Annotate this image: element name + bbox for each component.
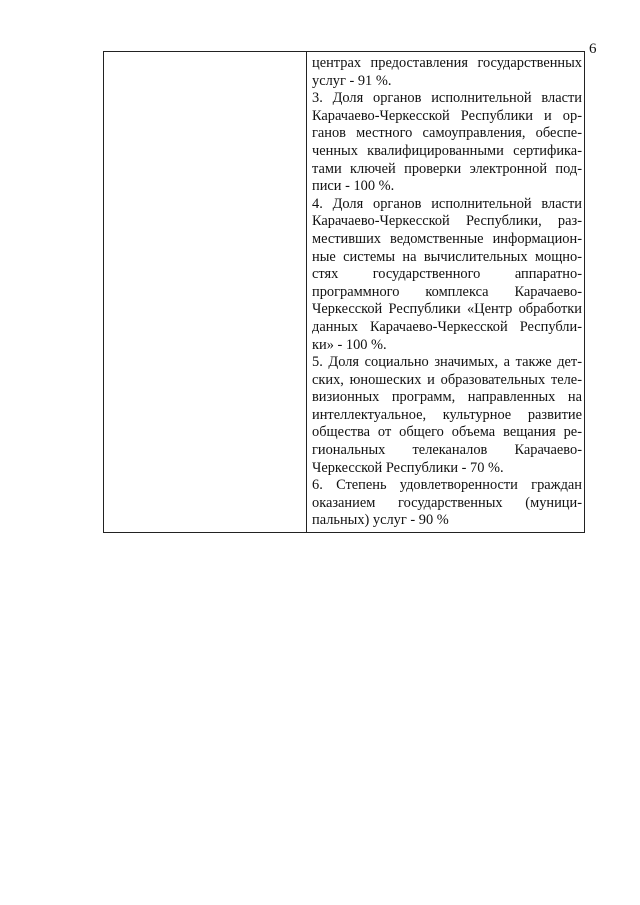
text-line: Черкесской Республики «Центр обработки xyxy=(312,301,582,318)
text-line: Карачаево-Черкесской Республики, раз- xyxy=(312,213,582,230)
text-line: местивших ведомственные информацион- xyxy=(312,230,582,247)
text-line: интеллектуальное, культурное развитие xyxy=(312,406,582,423)
paragraph-item-3 xyxy=(312,90,582,196)
text-line: пальных) услуг - 90 % xyxy=(312,512,449,529)
text-line: общества от общего объема вещания ре- xyxy=(312,424,582,441)
text-line: 4. Доля органов исполнительной власти xyxy=(312,195,582,212)
text-line: визионных программ, направленных на xyxy=(312,389,582,406)
text-line: Черкесской Республики - 70 %. xyxy=(312,459,504,476)
text-line: тами ключей проверки электронной под- xyxy=(312,160,582,177)
text-line: центрах предоставления государственных xyxy=(312,55,582,71)
text-line: услуг - 91 %. xyxy=(312,72,392,89)
paragraph-item-6 xyxy=(312,477,582,530)
paragraph-item-2-continued xyxy=(312,55,582,90)
text-line: оказанием государственных (муници- xyxy=(312,494,582,511)
text-line: 6. Степень удовлетворенности граждан xyxy=(312,477,582,494)
paragraph-item-5 xyxy=(312,354,582,477)
text-line: 3. Доля органов исполнительной власти xyxy=(312,90,582,107)
paragraph-item-4 xyxy=(312,196,582,354)
text-line: 5. Доля социально значимых, а также дет- xyxy=(312,354,582,371)
text-line: писи - 100 %. xyxy=(312,178,395,195)
table-cell-right xyxy=(307,52,584,532)
text-line: данных Карачаево-Черкесской Республи- xyxy=(312,318,582,335)
indicators-table xyxy=(103,51,585,533)
text-line: Карачаево-Черкесской Республики и ор- xyxy=(312,107,582,124)
text-line: программного комплекса Карачаево- xyxy=(312,283,582,300)
text-line: гиональных телеканалов Карачаево- xyxy=(312,442,582,459)
text-line: ганов местного самоуправления, обеспе- xyxy=(312,125,582,142)
text-line: ских, юношеских и образовательных теле- xyxy=(312,371,582,388)
text-line: ченных квалифицированными сертифика- xyxy=(312,142,582,159)
page-number: 6 xyxy=(589,41,597,57)
table-cell-left xyxy=(104,52,307,532)
text-line: стях государственного аппаратно- xyxy=(312,266,582,283)
text-line: ки» - 100 %. xyxy=(312,336,387,353)
text-line: ные системы на вычислительных мощно- xyxy=(312,248,582,265)
